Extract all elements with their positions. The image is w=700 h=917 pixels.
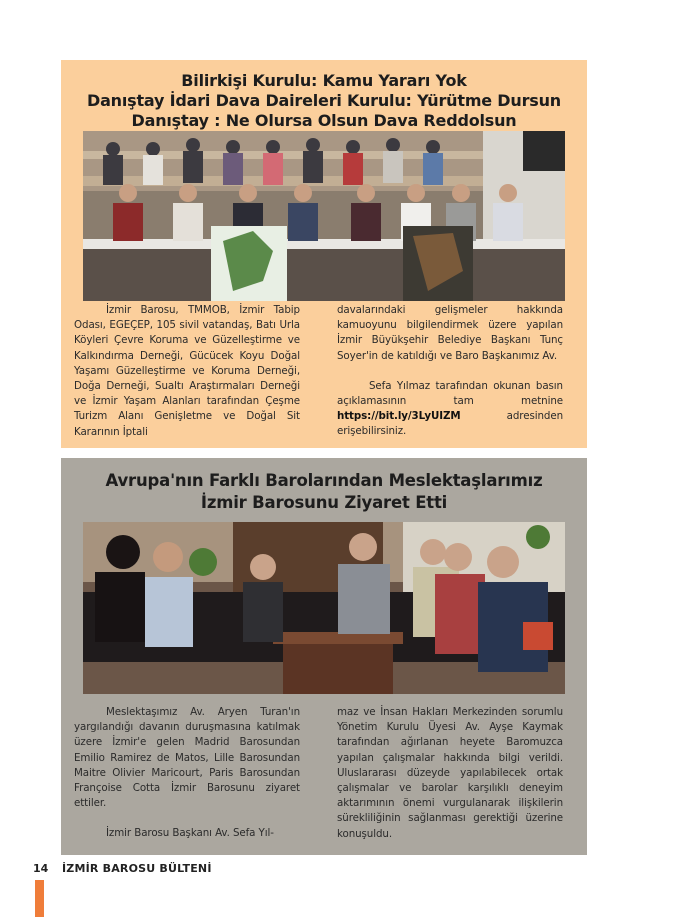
headline-line: Avrupa'nın Farklı Barolarından Meslektaşlarımız bbox=[105, 471, 543, 490]
publication-title: İZMİR BAROSU BÜLTENİ bbox=[62, 862, 212, 875]
press-conference-photo bbox=[83, 131, 565, 301]
body-paragraph bbox=[337, 379, 563, 440]
press-release-link[interactable]: https://bit.ly/3LyUIZM bbox=[337, 410, 461, 423]
headline-line: Bilirkişi Kurulu: Kamu Yararı Yok bbox=[181, 71, 467, 90]
article-panel-2 bbox=[61, 458, 587, 855]
article-1-column-right bbox=[337, 303, 563, 455]
body-paragraph: İzmir Barosu, TMMOB, İzmir Tabip Odası, EGEÇEP, 105 sivil vatandaş, Batı Urla Köyleri Çevre Koruma ve Güzelleştirme ve Kalkındırma Derneği, Gücücek Koyu Doğal Yaşamı Güzelleştirme ve Koruma Derneği, Doğa Derneği, Sualtı Araştırmaları Derneği ve İzmir Yaşam Alanları tarafından Çeşme Turizm Alanı Genişletme ve Doğal Sit Kararının İptali bbox=[74, 304, 300, 438]
body-paragraph: Meslektaşımız Av. Aryen Turan'ın yargılandığı davanın duruşmasına katılmak üzere İzmir'e gelen Madrid Barosundan Emilio Ramirez de Matos, Lille Barosundan Maitre Olivier Maricourt, Paris Barosundan Françoise Cotta İzmir Barosunu ziyaret ettiler. bbox=[74, 706, 300, 810]
article-2-headline bbox=[61, 470, 587, 514]
page-number: 14 bbox=[33, 862, 49, 875]
article-2-column-left bbox=[74, 705, 300, 857]
body-paragraph: maz ve İnsan Hakları Merkezinden sorumlu Yönetim Kurulu Üyesi Av. Ayşe Kaymak tarafından ağırlanan heyete Baromuzca yapılan çalışmalar hakkında bilgi verildi. Uluslararası düzeyde yapılabilecek ortak çalışmalar ve barolar karşılıklı deneyim aktarımının önemi vurgulanarak ilişkilerin sürekliliğinin sağlanması gerektiği üzerine konuşuldu. bbox=[337, 706, 563, 840]
body-text: Sefa Yılmaz tarafından okunan basın açıklamasının tam metnine bbox=[337, 379, 563, 408]
article-1-column-left bbox=[74, 303, 300, 455]
visit-photo bbox=[83, 522, 565, 694]
headline-line: Danıştay İdari Dava Daireleri Kurulu: Yürütme Dursun bbox=[87, 91, 561, 110]
body-paragraph: davalarındaki gelişmeler hakkında kamuoyunu bilgilendirmek üzere yapılan İzmir Büyükşehir Belediye Başkanı Tunç Soyer'in de katıldığı ve Baro Başkanımız Av. bbox=[337, 304, 563, 362]
headline-line: İzmir Barosunu Ziyaret Etti bbox=[200, 493, 448, 512]
accent-bar bbox=[35, 880, 44, 917]
press-conference-photo-graphic bbox=[83, 131, 565, 301]
body-paragraph: İzmir Barosu Başkanı Av. Sefa Yıl- bbox=[106, 827, 274, 840]
article-2-column-right bbox=[337, 705, 563, 857]
body-text: adresinden erişebilirsiniz. bbox=[337, 410, 563, 438]
visit-photo-graphic bbox=[83, 522, 565, 694]
article-panel-1 bbox=[61, 60, 587, 448]
article-1-headline bbox=[61, 71, 587, 131]
headline-line: Danıştay : Ne Olursa Olsun Dava Reddolsun bbox=[131, 111, 517, 130]
